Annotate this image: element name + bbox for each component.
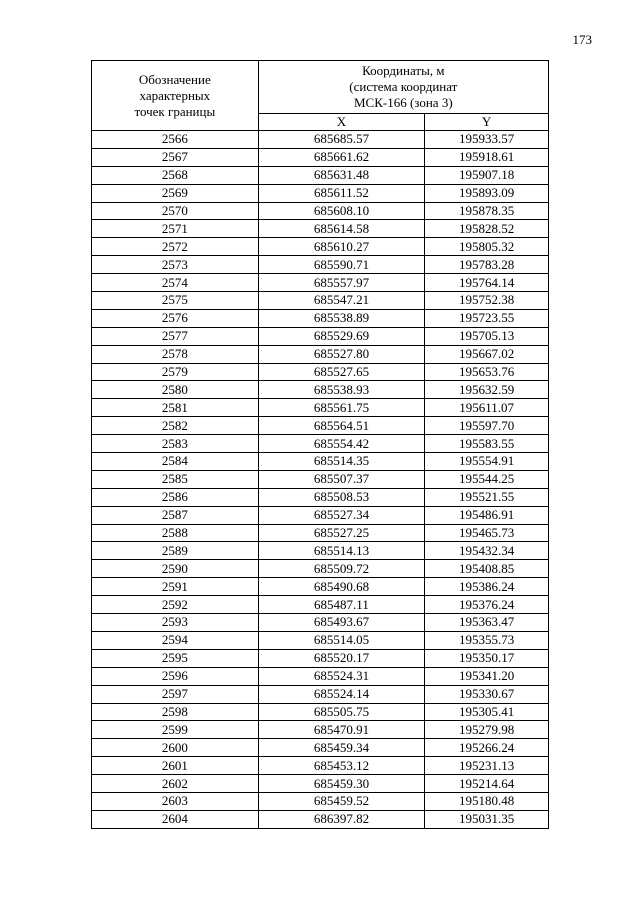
point-id-cell: 2574 — [92, 274, 259, 292]
y-coordinate-cell: 195432.34 — [425, 542, 549, 560]
table-row — [92, 757, 549, 775]
table-row — [92, 131, 549, 149]
x-coordinate-cell: 685564.51 — [258, 417, 425, 435]
x-coordinate-cell: 685608.10 — [258, 202, 425, 220]
x-coordinate-cell: 686397.82 — [258, 810, 425, 828]
x-coordinate-cell: 685514.35 — [258, 453, 425, 471]
table-row — [92, 685, 549, 703]
table-row — [92, 560, 549, 578]
y-coordinate-cell: 195878.35 — [425, 202, 549, 220]
y-coordinate-cell: 195363.47 — [425, 614, 549, 632]
header-line: Обозначение — [138, 71, 211, 87]
point-id-cell: 2582 — [92, 417, 259, 435]
table-row — [92, 524, 549, 542]
y-coordinate-cell: 195764.14 — [425, 274, 549, 292]
point-id-cell: 2600 — [92, 739, 259, 757]
point-id-cell: 2602 — [92, 775, 259, 793]
table-row — [92, 274, 549, 292]
x-coordinate-cell: 685459.34 — [258, 739, 425, 757]
table-row — [92, 542, 549, 560]
y-coordinate-cell: 195305.41 — [425, 703, 549, 721]
y-coordinate-cell: 195376.24 — [425, 596, 549, 614]
y-coordinate-cell: 195330.67 — [425, 685, 549, 703]
x-coordinate-cell: 685470.91 — [258, 721, 425, 739]
point-id-cell: 2589 — [92, 542, 259, 560]
point-id-cell: 2577 — [92, 327, 259, 345]
point-id-cell: 2597 — [92, 685, 259, 703]
x-coordinate-cell: 685554.42 — [258, 435, 425, 453]
x-coordinate-cell: 685459.30 — [258, 775, 425, 793]
point-id-cell: 2603 — [92, 792, 259, 810]
y-coordinate-cell: 195933.57 — [425, 131, 549, 149]
header-line: точек границы — [134, 103, 216, 119]
table-row — [92, 220, 549, 238]
table-row — [92, 417, 549, 435]
table-row — [92, 327, 549, 345]
x-coordinate-cell: 685493.67 — [258, 614, 425, 632]
page-number: 173 — [572, 32, 592, 47]
table-row — [92, 238, 549, 256]
point-id-cell: 2579 — [92, 363, 259, 381]
table-row — [92, 292, 549, 310]
y-coordinate-cell: 195805.32 — [425, 238, 549, 256]
point-id-cell: 2591 — [92, 578, 259, 596]
table-row — [92, 614, 549, 632]
y-coordinate-cell: 195214.64 — [425, 775, 549, 793]
x-coordinate-cell: 685611.52 — [258, 184, 425, 202]
x-coordinate-cell: 685527.65 — [258, 363, 425, 381]
table-row — [92, 399, 549, 417]
point-id-cell: 2588 — [92, 524, 259, 542]
y-coordinate-cell: 195597.70 — [425, 417, 549, 435]
x-coordinate-cell: 685527.34 — [258, 506, 425, 524]
point-id-cell: 2566 — [92, 131, 259, 149]
table-row — [92, 256, 549, 274]
table-row — [92, 667, 549, 685]
y-coordinate-cell: 195705.13 — [425, 327, 549, 345]
y-coordinate-cell: 195632.59 — [425, 381, 549, 399]
y-coordinate-cell: 195031.35 — [425, 810, 549, 828]
table-row — [92, 506, 549, 524]
point-id-cell: 2580 — [92, 381, 259, 399]
point-id-cell: 2594 — [92, 631, 259, 649]
y-coordinate-cell: 195279.98 — [425, 721, 549, 739]
x-coordinate-cell: 685514.13 — [258, 542, 425, 560]
y-column-header: Y — [425, 114, 549, 131]
x-coordinate-cell: 685524.31 — [258, 667, 425, 685]
header-line: Координаты, м — [362, 63, 445, 78]
table-body — [92, 131, 549, 829]
table-row — [92, 148, 549, 166]
x-coordinate-cell: 685505.75 — [258, 703, 425, 721]
x-column-header: X — [258, 114, 425, 131]
y-coordinate-cell: 195611.07 — [425, 399, 549, 417]
point-id-cell: 2578 — [92, 345, 259, 363]
y-coordinate-cell: 195408.85 — [425, 560, 549, 578]
point-id-cell: 2576 — [92, 309, 259, 327]
x-coordinate-cell: 685661.62 — [258, 148, 425, 166]
x-coordinate-cell: 685590.71 — [258, 256, 425, 274]
point-id-cell: 2604 — [92, 810, 259, 828]
x-coordinate-cell: 685561.75 — [258, 399, 425, 417]
table-row — [92, 792, 549, 810]
x-coordinate-cell: 685514.05 — [258, 631, 425, 649]
y-coordinate-cell: 195341.20 — [425, 667, 549, 685]
y-coordinate-cell: 195465.73 — [425, 524, 549, 542]
point-id-cell: 2601 — [92, 757, 259, 775]
y-coordinate-cell: 195355.73 — [425, 631, 549, 649]
x-coordinate-cell: 685509.72 — [258, 560, 425, 578]
y-coordinate-cell: 195667.02 — [425, 345, 549, 363]
table-row — [92, 631, 549, 649]
header-line: (система координат — [349, 79, 458, 94]
coordinates-table — [91, 60, 549, 829]
y-coordinate-cell: 195544.25 — [425, 470, 549, 488]
table-row — [92, 721, 549, 739]
y-coordinate-cell: 195752.38 — [425, 292, 549, 310]
x-coordinate-cell: 685507.37 — [258, 470, 425, 488]
table-row — [92, 775, 549, 793]
point-id-cell: 2596 — [92, 667, 259, 685]
y-coordinate-cell: 195350.17 — [425, 649, 549, 667]
table-row — [92, 202, 549, 220]
x-coordinate-cell: 685557.97 — [258, 274, 425, 292]
table-row — [92, 649, 549, 667]
point-id-cell: 2592 — [92, 596, 259, 614]
y-coordinate-cell: 195583.55 — [425, 435, 549, 453]
point-id-cell: 2595 — [92, 649, 259, 667]
x-coordinate-cell: 685487.11 — [258, 596, 425, 614]
point-id-cell: 2573 — [92, 256, 259, 274]
coordinates-header — [258, 61, 548, 114]
x-coordinate-cell: 685459.52 — [258, 792, 425, 810]
point-id-cell: 2571 — [92, 220, 259, 238]
table-row — [92, 596, 549, 614]
point-id-cell: 2581 — [92, 399, 259, 417]
point-id-cell: 2567 — [92, 148, 259, 166]
table-row — [92, 739, 549, 757]
y-coordinate-cell: 195386.24 — [425, 578, 549, 596]
point-id-cell: 2570 — [92, 202, 259, 220]
x-coordinate-cell: 685520.17 — [258, 649, 425, 667]
y-coordinate-cell: 195486.91 — [425, 506, 549, 524]
x-coordinate-cell: 685524.14 — [258, 685, 425, 703]
point-id-cell: 2593 — [92, 614, 259, 632]
x-coordinate-cell: 685685.57 — [258, 131, 425, 149]
x-coordinate-cell: 685538.89 — [258, 309, 425, 327]
x-coordinate-cell: 685453.12 — [258, 757, 425, 775]
y-coordinate-cell: 195828.52 — [425, 220, 549, 238]
table-row — [92, 488, 549, 506]
x-coordinate-cell: 685527.25 — [258, 524, 425, 542]
table-row — [92, 309, 549, 327]
point-id-cell: 2586 — [92, 488, 259, 506]
table-row — [92, 703, 549, 721]
y-coordinate-cell: 195723.55 — [425, 309, 549, 327]
y-coordinate-cell: 195907.18 — [425, 166, 549, 184]
point-id-cell: 2583 — [92, 435, 259, 453]
point-id-cell: 2599 — [92, 721, 259, 739]
x-coordinate-cell: 685631.48 — [258, 166, 425, 184]
point-id-cell: 2569 — [92, 184, 259, 202]
y-coordinate-cell: 195653.76 — [425, 363, 549, 381]
x-coordinate-cell: 685490.68 — [258, 578, 425, 596]
y-coordinate-cell: 195521.55 — [425, 488, 549, 506]
y-coordinate-cell: 195231.13 — [425, 757, 549, 775]
table-row — [92, 381, 549, 399]
x-coordinate-cell: 685527.80 — [258, 345, 425, 363]
point-id-cell: 2575 — [92, 292, 259, 310]
x-coordinate-cell: 685547.21 — [258, 292, 425, 310]
point-id-cell: 2568 — [92, 166, 259, 184]
table-row — [92, 470, 549, 488]
point-id-cell: 2584 — [92, 453, 259, 471]
y-coordinate-cell: 195783.28 — [425, 256, 549, 274]
point-id-cell: 2590 — [92, 560, 259, 578]
point-id-cell: 2572 — [92, 238, 259, 256]
table-row — [92, 453, 549, 471]
x-coordinate-cell: 685508.53 — [258, 488, 425, 506]
table-row — [92, 166, 549, 184]
x-coordinate-cell: 685614.58 — [258, 220, 425, 238]
y-coordinate-cell: 195893.09 — [425, 184, 549, 202]
table-row — [92, 578, 549, 596]
y-coordinate-cell: 195266.24 — [425, 739, 549, 757]
header-line: характерных — [139, 87, 211, 103]
table-row — [92, 363, 549, 381]
point-id-cell: 2587 — [92, 506, 259, 524]
point-designation-header — [92, 61, 259, 131]
point-id-cell: 2598 — [92, 703, 259, 721]
x-coordinate-cell: 685610.27 — [258, 238, 425, 256]
point-id-cell: 2585 — [92, 470, 259, 488]
table-row — [92, 810, 549, 828]
table-row — [92, 184, 549, 202]
header-line: МСК-166 (зона 3) — [353, 95, 453, 110]
y-coordinate-cell: 195918.61 — [425, 148, 549, 166]
y-coordinate-cell: 195180.48 — [425, 792, 549, 810]
table-row — [92, 345, 549, 363]
y-coordinate-cell: 195554.91 — [425, 453, 549, 471]
x-coordinate-cell: 685529.69 — [258, 327, 425, 345]
table-row — [92, 435, 549, 453]
x-coordinate-cell: 685538.93 — [258, 381, 425, 399]
